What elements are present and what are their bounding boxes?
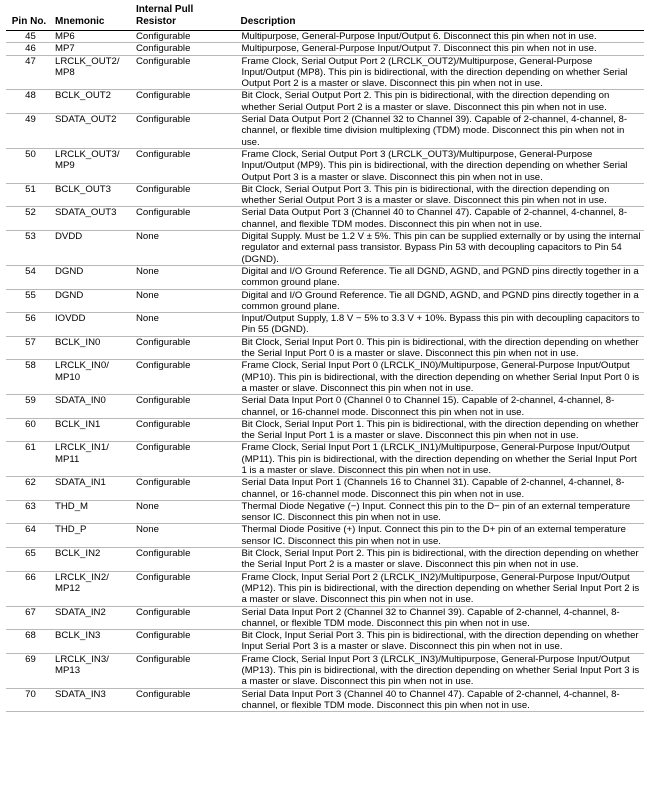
internal-pull-resistor-cell: None [133,265,237,289]
table-row [6,148,644,183]
mnemonic-cell: SDATA_IN2 [52,606,133,630]
pin-number-cell: 54 [6,265,52,289]
header-mnemonic: Mnemonic [52,4,133,31]
table-row [6,55,644,90]
table-row [6,442,644,477]
internal-pull-resistor-cell: Configurable [133,442,237,477]
internal-pull-resistor-cell: Configurable [133,395,237,419]
description-cell: Bit Clock, Serial Output Port 2. This pin is bidirectional, with the direction depending on whether Serial Output Port 2 is a master or slave. Disconnect this pin when not in use. [237,90,644,114]
table-row [6,477,644,501]
pin-number-cell: 52 [6,207,52,231]
pin-number-cell: 61 [6,442,52,477]
mnemonic-cell: LRCLK_OUT3/ MP9 [52,148,133,183]
description-cell: Frame Clock, Input Serial Port 2 (LRCLK_IN2)/Multipurpose, General-Purpose Input/Output (MP12). This pin is bidirectional, with the direction depending on whether Serial Input Port 2 is a master or slave. Disconnect this pin when not in use. [237,571,644,606]
table-row [6,360,644,395]
internal-pull-resistor-cell: Configurable [133,653,237,688]
description-cell: Multipurpose, General-Purpose Input/Output 7. Disconnect this pin when not in use. [237,43,644,55]
description-cell: Bit Clock, Serial Input Port 1. This pin is bidirectional, with the direction depending on whether the Serial Input Port 1 is a master or slave. Disconnect this pin when not in use. [237,418,644,442]
table-row [6,418,644,442]
pin-number-cell: 65 [6,548,52,572]
header-row [6,4,644,31]
description-cell: Frame Clock, Serial Output Port 2 (LRCLK_OUT2)/Multipurpose, General-Purpose Input/Output (MP8). This pin is bidirectional, with the direction depending on whether Serial Output Port 2 is a master or slave. Disconnect this pin when not in use. [237,55,644,90]
description-cell: Serial Data Output Port 3 (Channel 40 to Channel 47). Capable of 2-channel, 4-channel, 8-channel, and flexible TDM modes. Disconnect this pin when not in use. [237,207,644,231]
description-cell: Multipurpose, General-Purpose Input/Output 6. Disconnect this pin when not in use. [237,31,644,43]
description-cell: Serial Data Input Port 0 (Channel 0 to Channel 15). Capable of 2-channel, 4-channel, 8-channel, or 16-channel mode. Disconnect this pin when not in use. [237,395,644,419]
internal-pull-resistor-cell: None [133,231,237,266]
description-cell: Input/Output Supply, 1.8 V − 5% to 3.3 V + 10%. Bypass this pin with decoupling capacitors to Pin 55 (DGND). [237,313,644,337]
description-cell: Digital and I/O Ground Reference. Tie all DGND, AGND, and PGND pins directly together in a common ground plane. [237,289,644,313]
mnemonic-cell: DGND [52,289,133,313]
description-cell: Bit Clock, Serial Input Port 0. This pin is bidirectional, with the direction depending on whether the Serial Input Port 0 is a master or slave. Disconnect this pin when not in use. [237,336,644,360]
pin-number-cell: 64 [6,524,52,548]
pin-number-cell: 49 [6,114,52,149]
mnemonic-cell: THD_M [52,500,133,524]
internal-pull-resistor-cell: Configurable [133,183,237,207]
pin-number-cell: 67 [6,606,52,630]
table-row [6,43,644,55]
table-row [6,548,644,572]
mnemonic-cell: BCLK_IN0 [52,336,133,360]
description-cell: Frame Clock, Serial Output Port 3 (LRCLK_OUT3)/Multipurpose, General-Purpose Input/Output (MP9). This pin is bidirectional, with the direction depending on whether Serial Output Port 3 is a master or slave. Disconnect this pin when not in use. [237,148,644,183]
mnemonic-cell: LRCLK_OUT2/ MP8 [52,55,133,90]
table-row [6,571,644,606]
header-pin-no: Pin No. [6,4,52,31]
pin-number-cell: 66 [6,571,52,606]
mnemonic-cell: BCLK_OUT2 [52,90,133,114]
table-row [6,500,644,524]
mnemonic-cell: BCLK_IN2 [52,548,133,572]
internal-pull-resistor-cell: None [133,500,237,524]
description-cell: Thermal Diode Negative (−) Input. Connect this pin to the D− pin of an external temperature sensor IC. Disconnect this pin when not in use. [237,500,644,524]
table-row [6,183,644,207]
header-internal-pull-resistor: Internal Pull Resistor [133,4,237,31]
internal-pull-resistor-cell: Configurable [133,207,237,231]
mnemonic-cell: THD_P [52,524,133,548]
table-row [6,336,644,360]
table-row [6,653,644,688]
mnemonic-cell: BCLK_IN3 [52,630,133,654]
table-row [6,231,644,266]
mnemonic-cell: SDATA_IN0 [52,395,133,419]
table-row [6,289,644,313]
description-cell: Thermal Diode Positive (+) Input. Connect this pin to the D+ pin of an external temperature sensor IC. Disconnect this pin when not in use. [237,524,644,548]
internal-pull-resistor-cell: Configurable [133,688,237,712]
pin-function-table [6,4,644,712]
mnemonic-cell: SDATA_OUT3 [52,207,133,231]
internal-pull-resistor-cell: Configurable [133,418,237,442]
internal-pull-resistor-cell: Configurable [133,148,237,183]
description-cell: Bit Clock, Serial Output Port 3. This pin is bidirectional, with the direction depending on whether Serial Output Port 3 is a master or slave. Disconnect this pin when not in use. [237,183,644,207]
description-cell: Serial Data Input Port 3 (Channel 40 to Channel 47). Capable of 2-channel, 4-channel, 8-channel, or flexible TDM mode. Disconnect this pin when not in use. [237,688,644,712]
pin-number-cell: 59 [6,395,52,419]
internal-pull-resistor-cell: None [133,524,237,548]
internal-pull-resistor-cell: Configurable [133,31,237,43]
internal-pull-resistor-cell: Configurable [133,55,237,90]
internal-pull-resistor-cell: Configurable [133,571,237,606]
table-row [6,207,644,231]
internal-pull-resistor-cell: Configurable [133,477,237,501]
pin-number-cell: 60 [6,418,52,442]
mnemonic-cell: SDATA_OUT2 [52,114,133,149]
description-cell: Frame Clock, Serial Input Port 1 (LRCLK_IN1)/Multipurpose, General-Purpose Input/Output (MP11). This pin is bidirectional, with the direction depending on whether the Serial Input Port 1 is a master or slave. Disconnect this pin when not in use. [237,442,644,477]
internal-pull-resistor-cell: Configurable [133,548,237,572]
mnemonic-cell: SDATA_IN1 [52,477,133,501]
table-body [6,31,644,712]
internal-pull-resistor-cell: None [133,289,237,313]
description-cell: Digital and I/O Ground Reference. Tie all DGND, AGND, and PGND pins directly together in a common ground plane. [237,265,644,289]
description-cell: Serial Data Input Port 2 (Channel 32 to Channel 39). Capable of 2-channel, 4-channel, 8-channel, or flexible TDM mode. Disconnect this pin when not in use. [237,606,644,630]
mnemonic-cell: MP6 [52,31,133,43]
description-cell: Frame Clock, Serial Input Port 0 (LRCLK_IN0)/Multipurpose, General-Purpose Input/Output (MP10). This pin is bidirectional, with the direction depending on whether Serial Input Port 0 is a master or slave. Disconnect this pin when not in use. [237,360,644,395]
internal-pull-resistor-cell: None [133,313,237,337]
internal-pull-resistor-cell: Configurable [133,630,237,654]
description-cell: Bit Clock, Serial Input Port 2. This pin is bidirectional, with the direction depending on whether the Serial Input Port 2 is a master or slave. Disconnect this pin when not in use. [237,548,644,572]
internal-pull-resistor-cell: Configurable [133,360,237,395]
table-row [6,524,644,548]
table-row [6,90,644,114]
mnemonic-cell: LRCLK_IN2/ MP12 [52,571,133,606]
pin-number-cell: 50 [6,148,52,183]
pin-number-cell: 57 [6,336,52,360]
pin-number-cell: 69 [6,653,52,688]
pin-number-cell: 45 [6,31,52,43]
mnemonic-cell: BCLK_IN1 [52,418,133,442]
mnemonic-cell: BCLK_OUT3 [52,183,133,207]
mnemonic-cell: LRCLK_IN1/ MP11 [52,442,133,477]
table-row [6,606,644,630]
mnemonic-cell: LRCLK_IN0/ MP10 [52,360,133,395]
mnemonic-cell: DGND [52,265,133,289]
internal-pull-resistor-cell: Configurable [133,336,237,360]
internal-pull-resistor-cell: Configurable [133,43,237,55]
internal-pull-resistor-cell: Configurable [133,114,237,149]
table-row [6,313,644,337]
description-cell: Bit Clock, Input Serial Port 3. This pin is bidirectional, with the direction depending on whether Input Serial Port 3 is a master or slave. Disconnect this pin when not in use. [237,630,644,654]
pin-number-cell: 63 [6,500,52,524]
table-row [6,114,644,149]
description-cell: Frame Clock, Serial Input Port 3 (LRCLK_IN3)/Multipurpose, General-Purpose Input/Output (MP13). This pin is bidirectional, with the direction depending on whether Serial Input Port 3 is a master or slave. Disconnect this pin when not in use. [237,653,644,688]
mnemonic-cell: MP7 [52,43,133,55]
pin-number-cell: 53 [6,231,52,266]
table-row [6,395,644,419]
pin-number-cell: 46 [6,43,52,55]
mnemonic-cell: LRCLK_IN3/ MP13 [52,653,133,688]
pin-number-cell: 58 [6,360,52,395]
mnemonic-cell: IOVDD [52,313,133,337]
pin-number-cell: 55 [6,289,52,313]
mnemonic-cell: DVDD [52,231,133,266]
pin-number-cell: 56 [6,313,52,337]
table-header [6,4,644,31]
pin-number-cell: 68 [6,630,52,654]
header-description: Description [237,4,644,31]
pin-number-cell: 48 [6,90,52,114]
pin-number-cell: 47 [6,55,52,90]
pin-number-cell: 62 [6,477,52,501]
description-cell: Serial Data Input Port 1 (Channels 16 to Channel 31). Capable of 2-channel, 4-channel, 8-channel, or 16-channel mode. Disconnect this pin when not in use. [237,477,644,501]
pin-number-cell: 51 [6,183,52,207]
table-row [6,688,644,712]
table-row [6,31,644,43]
mnemonic-cell: SDATA_IN3 [52,688,133,712]
description-cell: Serial Data Output Port 2 (Channel 32 to Channel 39). Capable of 2-channel, 4-channel, 8-channel, or flexible time division multiplexing (TDM) mode. Disconnect this pin when not in use. [237,114,644,149]
table-row [6,265,644,289]
table-row [6,630,644,654]
internal-pull-resistor-cell: Configurable [133,606,237,630]
description-cell: Digital Supply. Must be 1.2 V ± 5%. This pin can be supplied externally or by using the internal regulator and external pass transistor. Bypass Pin 53 with decoupling capacitors to Pin 54 (DGND). [237,231,644,266]
pin-number-cell: 70 [6,688,52,712]
internal-pull-resistor-cell: Configurable [133,90,237,114]
